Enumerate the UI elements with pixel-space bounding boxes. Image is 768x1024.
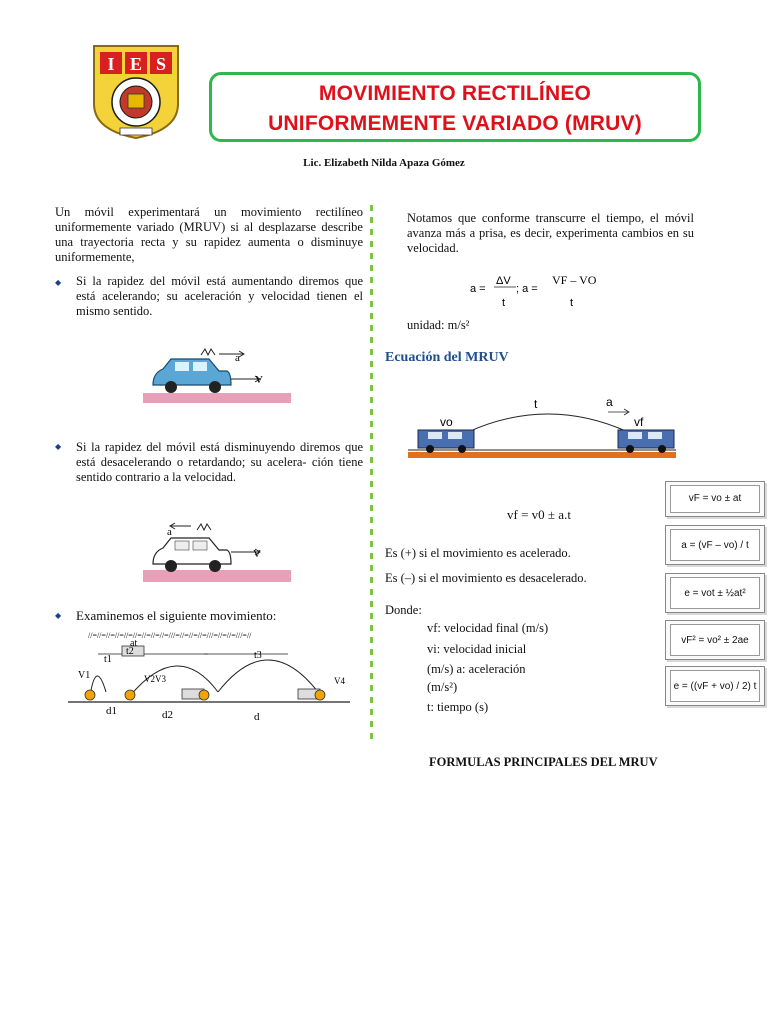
school-logo — [90, 42, 182, 140]
def-accel-unit: (m/s²) — [427, 680, 458, 694]
intro-paragraph: Un móvil experimentará un movimiento rectilíneo uniformemente variado (MRUV) si al desplazarse describe una trayectoria recta y su rapidez aumenta o disminuye uniformemente, — [55, 205, 363, 264]
bullet-decelerating: Si la rapidez del móvil está disminuyendo diremos que está desacelerando o retardando; su acelera- ción tiene sentido contrario a la velocidad. — [76, 440, 363, 484]
road-pattern: //=//=//=//=//=//=//=//=//=///=//=//=//=///=//=//=///=// — [88, 631, 252, 640]
bullet-icon: ◆ — [55, 278, 62, 287]
mruv-cars-figure — [408, 392, 676, 464]
sign-decelerated: Es (–) si el movimiento es desacelerado. — [385, 571, 587, 585]
svg-text:S: S — [155, 54, 167, 74]
bullet-icon: ◆ — [55, 611, 62, 620]
sign-accelerated: Es (+) si el movimiento es acelerado. — [385, 546, 571, 560]
formula-card: e = ((vF + vo) / 2) t — [665, 666, 765, 706]
svg-text:d2: d2 — [162, 709, 173, 721]
formula-card: vF = vo ± at — [665, 481, 765, 517]
svg-text:; a =: ; a = — [516, 283, 538, 295]
svg-text:vo: vo — [440, 415, 453, 429]
svg-text:d1: d1 — [106, 705, 117, 717]
accel-label: a — [235, 352, 240, 364]
accel-label: a — [167, 526, 172, 538]
svg-text:vf: vf — [634, 415, 644, 429]
def-acceleration: (m/s) a: aceleración — [427, 662, 526, 676]
formula-card: a = (vF – vo) / t — [665, 525, 765, 565]
note-paragraph: Notamos que conforme transcurre el tiempo, el móvil avanza más a prisa, es decir, experimenta cambios en su velocidad. — [407, 211, 694, 255]
svg-text:t: t — [502, 297, 506, 309]
column-divider — [370, 205, 373, 745]
svg-text:t: t — [534, 397, 538, 411]
ecuacion-heading: Ecuación del MRUV — [385, 350, 509, 365]
svg-text:t3: t3 — [254, 650, 262, 661]
svg-text:ΔV: ΔV — [496, 275, 511, 287]
car-accelerating-figure — [143, 345, 291, 405]
bullet-icon: ◆ — [55, 442, 62, 451]
velocity-label: V — [255, 374, 263, 386]
svg-text:V4: V4 — [334, 676, 345, 686]
title-line-1: MOVIMIENTO RECTILÍNEO — [318, 82, 592, 105]
svg-text:V2V3: V2V3 — [144, 674, 166, 684]
bullet-examine: Examinemos el siguiente movimiento: — [76, 608, 277, 623]
author: Lic. Elizabeth Nilda Apaza Gómez — [303, 157, 465, 169]
svg-text:VF – VO: VF – VO — [552, 273, 597, 287]
svg-text:V1: V1 — [78, 670, 91, 681]
acceleration-formula — [460, 270, 610, 314]
car-decelerating-figure — [143, 520, 291, 584]
svg-text:a: a — [606, 395, 613, 409]
formula-card: e = vot ± ½at² — [665, 573, 765, 613]
def-time: t: tiempo (s) — [427, 700, 489, 714]
def-final-velocity: vf: velocidad final (m/s) — [427, 621, 549, 635]
where-label: Donde: — [385, 603, 422, 617]
bullet-accelerating: Si la rapidez del móvil está aumentando diremos que está acelerando; su aceleración y velocidad tienen el mismo sentido. — [76, 274, 363, 318]
svg-text:I: I — [107, 54, 115, 74]
main-equation: vf = v0 ± a.t — [507, 507, 571, 522]
svg-text:t: t — [570, 297, 574, 309]
svg-text:at: at — [130, 638, 138, 649]
title-line-2: UNIFORMEMENTE VARIADO (MRUV) — [268, 112, 642, 135]
velocity-label: V — [253, 548, 261, 560]
svg-text:t1: t1 — [104, 654, 112, 665]
formulas-heading: FORMULAS PRINCIPALES DEL MRUV — [429, 755, 658, 769]
def-initial-velocity: vi: velocidad inicial — [427, 642, 527, 656]
unit-text: unidad: m/s² — [407, 318, 470, 332]
svg-text:t2: t2 — [126, 646, 134, 657]
formula-card: vF² = vo² ± 2ae — [665, 620, 765, 660]
motion-sequence-figure — [68, 628, 350, 724]
svg-text:d: d — [254, 711, 260, 723]
svg-text:a =: a = — [470, 283, 486, 295]
title-frame — [209, 72, 701, 142]
svg-text:E: E — [129, 54, 143, 74]
